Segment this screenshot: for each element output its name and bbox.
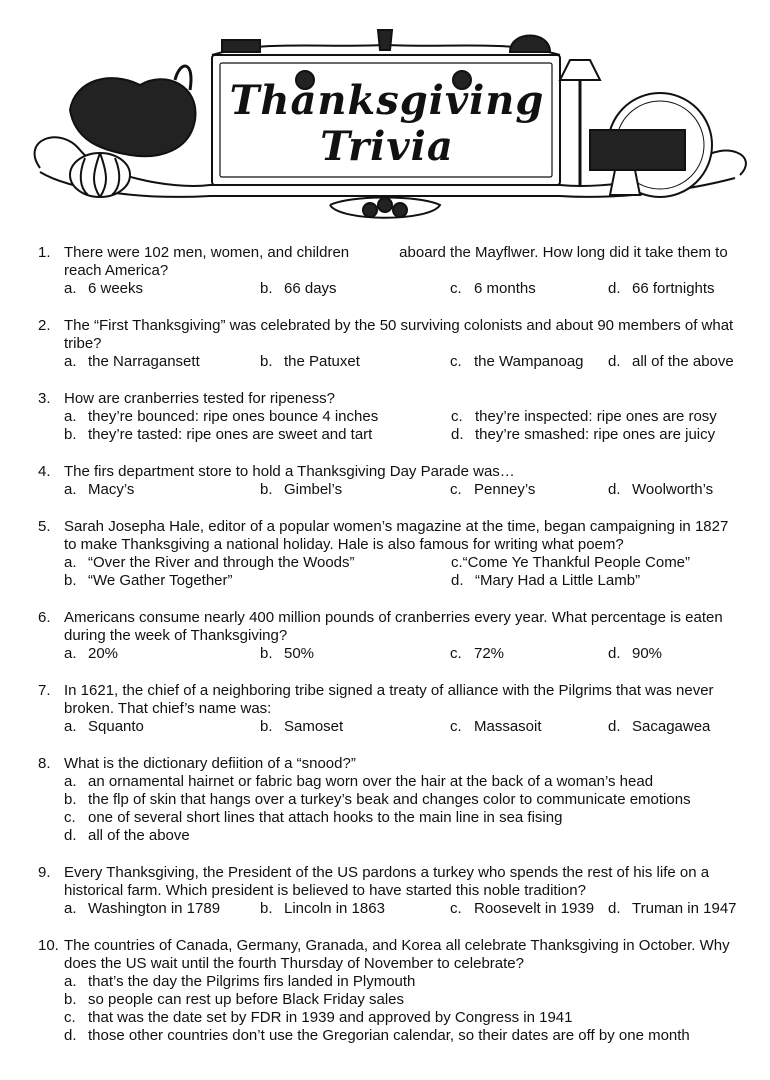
question-text: The countries of Canada, Germany, Granada, and Korea all celebrate Thanksgiving in October. Why does the US wait until the fourth Thursday of November to celebrate? [64, 937, 730, 972]
question-number: 5. [38, 518, 51, 535]
option-d: d. “Mary Had a Little Lamb” [451, 572, 641, 589]
option-c: c. Roosevelt in 1939 [450, 900, 595, 917]
question-text: What is the dictionary defiition of a “snood?” [64, 755, 356, 772]
answer-options [38, 481, 738, 499]
question-2 [38, 317, 738, 371]
option-c: c. the Wampanoag [450, 353, 584, 370]
question-7 [38, 682, 738, 736]
answer-options [38, 973, 738, 1045]
title-line-2: Trivia [320, 123, 454, 170]
option-a: a. 20% [64, 645, 119, 662]
option-b: b. 66 days [260, 280, 337, 297]
option-c: c. one of several short lines that attach hooks to the main line in sea fising [64, 809, 563, 826]
option-d: d. they’re smashed: ripe ones are juicy [451, 426, 716, 443]
option-d: d. all of the above [64, 827, 190, 844]
question-9 [38, 864, 738, 918]
option-a: a. Macy’s [64, 481, 135, 498]
question-text: The firs department store to hold a Thanksgiving Day Parade was… [64, 463, 515, 480]
question-number: 10. [38, 937, 59, 954]
question-text: How are cranberries tested for ripeness? [64, 390, 335, 407]
question-text: Every Thanksgiving, the President of the US pardons a turkey who spends the rest of his life on a historical farm. Which president is believed to have started this noble tradition? [64, 864, 710, 899]
header-illustration [0, 0, 770, 245]
question-3 [38, 390, 738, 444]
page-title [222, 78, 552, 170]
option-b: b. they’re tasted: ripe ones are sweet and tart [64, 426, 373, 443]
option-d: d. Woolworth’s [608, 481, 714, 498]
option-b: b. so people can rest up before Black Friday sales [64, 991, 405, 1008]
answer-options [38, 353, 738, 371]
option-c: c.“Come Ye Thankful People Come” [451, 554, 691, 571]
answer-options [38, 773, 738, 845]
trivia-questions [38, 244, 738, 1064]
question-text: Sarah Josepha Hale, editor of a popular women’s magazine at the time, began campaigning in 1827 to make Thanksgiving a national holiday. Hale is also famous for writing what poem? [64, 518, 729, 553]
option-b: b. the Patuxet [260, 353, 360, 370]
option-a: a. they’re bounced: ripe ones bounce 4 inches [64, 408, 379, 425]
option-a: a. an ornamental hairnet or fabric bag worn over the hair at the back of a woman’s head [64, 773, 654, 790]
option-d: d. Truman in 1947 [608, 900, 737, 917]
option-c: c. that was the date set by FDR in 1939 and approved by Congress in 1941 [64, 1009, 573, 1026]
option-b: b. the flp of skin that hangs over a turkey’s beak and changes color to communicate emotions [64, 791, 691, 808]
question-text: The “First Thanksgiving” was celebrated by the 50 surviving colonists and about 90 members of what tribe? [64, 317, 734, 352]
answer-options [38, 718, 738, 736]
option-a: a. Washington in 1789 [64, 900, 221, 917]
title-line-1: Thanksgiving [229, 77, 545, 124]
question-number: 3. [38, 390, 51, 407]
option-d: d. 66 fortnights [608, 280, 715, 297]
option-a: a. the Narragansett [64, 353, 200, 370]
option-b: b. “We Gather Together” [64, 572, 233, 589]
question-1 [38, 244, 738, 298]
question-number: 7. [38, 682, 51, 699]
option-b: b. 50% [260, 645, 315, 662]
answer-options [38, 408, 738, 444]
option-a: a. “Over the River and through the Woods” [64, 554, 355, 571]
option-a: a. Squanto [64, 718, 144, 735]
question-10 [38, 937, 738, 1045]
option-c: c. 6 months [450, 280, 536, 297]
option-c: c. Massasoit [450, 718, 542, 735]
option-a: a. 6 weeks [64, 280, 144, 297]
answer-options [38, 900, 738, 918]
option-c: c. 72% [450, 645, 505, 662]
option-c: c. they’re inspected: ripe ones are rosy [451, 408, 717, 425]
question-text: There were 102 men, women, and children aboard the Mayflwer. How long did it take them to reach America? [64, 244, 732, 279]
answer-options [38, 280, 738, 298]
option-d: d. those other countries don’t use the Gregorian calendar, so their dates are off by one month [64, 1027, 690, 1044]
option-d: d. all of the above [608, 353, 734, 370]
question-number: 8. [38, 755, 51, 772]
question-6 [38, 609, 738, 663]
question-8 [38, 755, 738, 845]
question-text: In 1621, the chief of a neighboring tribe signed a treaty of alliance with the Pilgrims that was never broken. That chief’s name was: [64, 682, 714, 717]
option-c: c. Penney’s [450, 481, 536, 498]
question-text: Americans consume nearly 400 million pounds of cranberries every year. What percentage is eaten during the week of Thanksgiving? [64, 609, 723, 644]
answer-options [38, 554, 738, 590]
answer-options [38, 645, 738, 663]
option-b: b. Lincoln in 1863 [260, 900, 385, 917]
question-4 [38, 463, 738, 499]
option-d: d. Sacagawea [608, 718, 711, 735]
question-number: 1. [38, 244, 51, 261]
option-d: d. 90% [608, 645, 663, 662]
question-number: 2. [38, 317, 51, 334]
option-b: b. Samoset [260, 718, 344, 735]
option-a: a. that’s the day the Pilgrims firs landed in Plymouth [64, 973, 416, 990]
question-5 [38, 518, 738, 590]
question-number: 6. [38, 609, 51, 626]
question-number: 4. [38, 463, 51, 480]
question-number: 9. [38, 864, 51, 881]
option-b: b. Gimbel’s [260, 481, 343, 498]
